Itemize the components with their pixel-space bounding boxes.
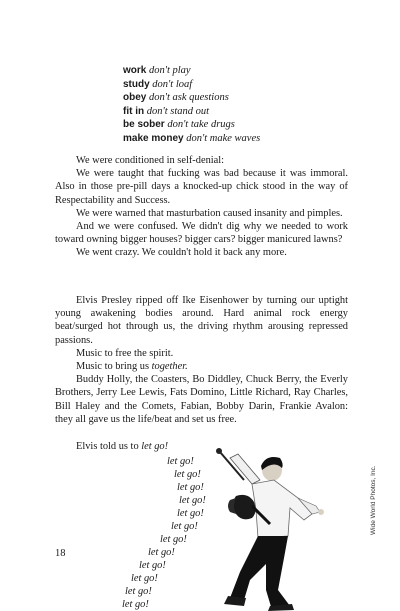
command-line <box>123 78 260 92</box>
paragraph: And we were confused. We didn't dig why we needed to work toward owning bigger houses? bigger cars? bigger manicured lawns? <box>55 221 348 246</box>
let-go-line: let go! <box>131 573 158 584</box>
conditioning-section <box>55 154 348 260</box>
page-number: 18 <box>55 548 66 559</box>
command-rest: don't stand out <box>146 105 210 117</box>
let-go-line: let go! <box>174 469 201 480</box>
paragraph: Music to free the spirit. <box>76 347 174 359</box>
command-word: study <box>123 78 150 90</box>
command-word: be sober <box>123 119 165 131</box>
paragraph: Elvis Presley ripped off Ike Eisenhower by turning our uptight young awakening bodies around. Hard animal rock energy beat/surged hot through us, the driving rhythm arousing repressed passions. <box>55 295 348 346</box>
rock-music-section <box>55 294 348 426</box>
let-go-line: let go! <box>177 482 204 493</box>
let-go-line: let go! <box>148 547 175 558</box>
command-word: work <box>123 65 147 76</box>
paragraph: We went crazy. We couldn't hold it back any more. <box>76 247 287 259</box>
command-line <box>123 132 260 146</box>
paragraph <box>55 360 348 373</box>
command-line <box>123 118 260 132</box>
let-go-line: let go! <box>160 534 187 545</box>
elvis-dancing-photo <box>200 440 370 611</box>
paragraph-text: Music to bring us <box>76 361 152 373</box>
command-word: obey <box>123 92 147 104</box>
paragraph-text: Elvis told us to <box>76 441 142 452</box>
paragraph: We were taught that fucking was bad because it was immoral. Also in those pre-pill days a knocked-up chick stood in the way of Respectability and Success. <box>55 168 348 206</box>
command-rest: don't play <box>148 65 191 76</box>
command-rest: don't make waves <box>186 132 261 144</box>
emphasis-text: together. <box>151 361 188 373</box>
let-go-line: let go! <box>179 495 206 506</box>
let-go-line: let go! <box>139 560 166 571</box>
emphasis-text: let go! <box>141 441 169 452</box>
command-rest: don't ask questions <box>148 92 229 104</box>
command-list <box>123 64 260 146</box>
photo-credit: Wide World Photos, Inc. <box>370 465 377 535</box>
let-go-line: let go! <box>122 599 149 610</box>
command-word: fit in <box>123 105 145 117</box>
let-go-line: let go! <box>167 456 194 467</box>
let-go-line: let go! <box>125 586 152 597</box>
paragraph: Buddy Holly, the Coasters, Bo Diddley, Chuck Berry, the Everly Brothers, Jerry Lee Lewis, Fats Domino, Little Richard, Ray Charles, Bill Haley and the Comets, Fabian, Bobby Darin, Frankie Avalon: they all gave us the life/beat and set us free. <box>55 374 348 425</box>
command-line <box>123 91 260 105</box>
command-word: make money <box>123 132 184 144</box>
command-line <box>123 105 260 119</box>
command-rest: don't take drugs <box>167 119 235 131</box>
paragraph: We were conditioned in self-denial: <box>76 155 225 166</box>
paragraph: We were warned that masturbation caused insanity and pimples. <box>76 207 343 219</box>
let-go-line: let go! <box>177 508 204 519</box>
command-rest: don't loaf <box>152 78 193 90</box>
command-line <box>123 64 260 78</box>
let-go-line: let go! <box>171 521 198 532</box>
